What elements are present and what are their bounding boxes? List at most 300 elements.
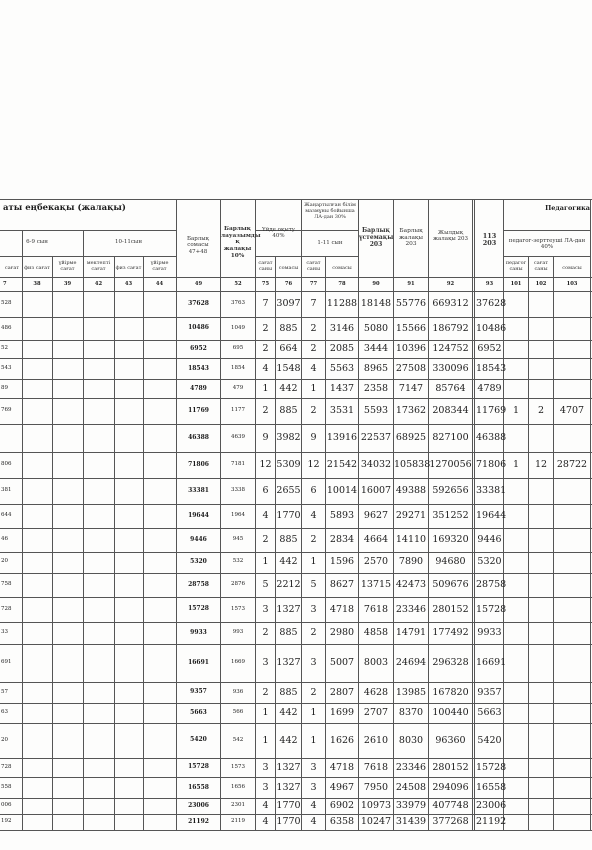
pedagog-sum-cell: 28722 [556, 459, 588, 471]
partial-cell: 758 [1, 581, 12, 588]
barlyk-zhalaky-cell: 7147 [398, 382, 424, 394]
grid-line [503, 230, 590, 231]
partial-cell: 52 [1, 345, 8, 352]
row-divider [0, 478, 592, 479]
annual-cell: 509676 [432, 579, 469, 591]
updated-sum-cell: 2834 [329, 534, 355, 546]
col-113-cell: 5320 [477, 556, 502, 568]
updated-hours-cell: 1 [310, 734, 317, 746]
column-number: 76 [284, 281, 293, 287]
barlyk-somasy-cell: 28758 [188, 580, 209, 588]
home-hours-cell: 3 [262, 781, 269, 793]
updated-sum-cell: 6902 [329, 800, 355, 812]
updated-sum-cell: 13916 [326, 432, 358, 444]
row-divider [0, 723, 592, 724]
col-113-cell: 10486 [476, 322, 507, 334]
grid-line [83, 230, 84, 830]
grid-line [255, 256, 358, 257]
row-divider [0, 798, 592, 799]
barlyk-zhalaky-cell: 29271 [395, 510, 427, 522]
home-hours-cell: 1 [262, 707, 269, 719]
updated-hours-cell: 3 [310, 657, 317, 669]
pedagog-hours-cell: 12 [534, 459, 548, 471]
row-divider [0, 622, 592, 623]
home-sum-cell: 885 [279, 686, 298, 698]
updated-sum-cell: 4967 [329, 781, 355, 793]
lauazym-cell: 542 [232, 736, 244, 743]
col-header-sagat: сағат [4, 265, 20, 271]
ustemaky-cell: 7618 [363, 603, 389, 615]
updated-hours-cell: 7 [310, 298, 317, 310]
barlyk-zhalaky-cell: 14791 [395, 627, 427, 639]
barlyk-zhalaky-cell: 13985 [395, 686, 427, 698]
lauazym-cell: 1669 [231, 659, 245, 666]
col-header-pedagog-sany: педагог саны [505, 260, 527, 272]
table-title-right: Педагогика [545, 204, 590, 212]
updated-hours-cell: 3 [310, 603, 317, 615]
annual-cell: 100440 [432, 707, 469, 719]
partial-cell: 728 [1, 763, 12, 770]
barlyk-somasy-cell: 5420 [190, 736, 207, 744]
col-113-cell: 37628 [476, 298, 507, 310]
ustemaky-cell: 34032 [360, 459, 392, 471]
home-hours-cell: 9 [262, 432, 269, 444]
partial-cell: 57 [1, 688, 8, 695]
barlyk-somasy-cell: 23006 [188, 802, 209, 809]
col-header-zhanartylgan: Жаңартылған білім мазмұны бойынша ЛА-дан 30% [304, 202, 356, 220]
annual-cell: 177492 [432, 627, 469, 639]
col-header-somasy-2: сомасы [332, 265, 352, 271]
updated-hours-cell: 2 [310, 322, 317, 334]
ustemaky-cell: 4858 [363, 627, 389, 639]
lauazym-cell: 2301 [231, 802, 245, 809]
barlyk-somasy-cell: 6952 [190, 344, 207, 352]
grid-line [0, 291, 592, 292]
barlyk-somasy-cell: 71806 [188, 460, 209, 468]
updated-hours-cell: 4 [310, 816, 317, 828]
annual-cell: 827100 [432, 432, 469, 444]
lauazym-cell: 7181 [231, 461, 245, 468]
col-header-barlyk-lauazym: Барлық лауазымды қ жалақы 10% [221, 226, 261, 259]
ustemaky-cell: 5080 [363, 322, 389, 334]
home-hours-cell: 4 [262, 510, 269, 522]
ustemaky-cell: 13715 [360, 579, 392, 591]
lauazym-cell: 3763 [231, 300, 245, 307]
updated-sum-cell: 3146 [329, 322, 355, 334]
ustemaky-cell: 3444 [363, 343, 389, 355]
updated-sum-cell: 4718 [329, 761, 355, 773]
ustemaky-cell: 9627 [363, 510, 389, 522]
updated-hours-cell: 12 [307, 459, 320, 471]
barlyk-zhalaky-cell: 23346 [395, 603, 427, 615]
grid-line [143, 256, 144, 830]
grid-line [0, 277, 592, 278]
partial-cell: 20 [1, 736, 8, 743]
barlyk-somasy-cell: 11769 [188, 406, 209, 414]
updated-sum-cell: 5563 [329, 362, 355, 374]
ustemaky-cell: 10247 [360, 816, 392, 828]
home-hours-cell: 2 [262, 322, 269, 334]
home-hours-cell: 6 [262, 484, 269, 496]
home-hours-cell: 4 [262, 816, 269, 828]
updated-hours-cell: 5 [310, 579, 317, 591]
barlyk-zhalaky-cell: 24508 [395, 781, 427, 793]
col-113-cell: 23006 [476, 800, 507, 812]
home-hours-cell: 2 [262, 343, 269, 355]
column-number: 78 [338, 281, 346, 287]
lauazym-cell: 695 [232, 345, 244, 352]
ustemaky-cell: 2358 [363, 382, 389, 394]
col-header-somasy-3: сомасы [562, 265, 582, 271]
ustemaky-cell: 22537 [360, 432, 392, 444]
col-113-cell: 16558 [476, 781, 507, 793]
updated-sum-cell: 3531 [329, 405, 355, 417]
home-sum-cell: 1327 [276, 781, 301, 793]
partial-cell: 806 [1, 461, 12, 468]
lauazym-cell: 479 [232, 384, 244, 391]
annual-cell: 296328 [432, 657, 469, 669]
updated-hours-cell: 2 [310, 534, 317, 546]
ustemaky-cell: 7618 [363, 761, 389, 773]
barlyk-somasy-cell: 21192 [188, 817, 209, 825]
column-number: 92 [446, 281, 455, 287]
updated-sum-cell: 11288 [326, 298, 358, 310]
updated-sum-cell: 2807 [329, 686, 355, 698]
col-113-cell: 16691 [476, 657, 507, 669]
barlyk-zhalaky-cell: 10396 [395, 343, 427, 355]
lauazym-cell: 1854 [231, 364, 245, 371]
row-divider [0, 682, 592, 683]
lauazym-cell: 1656 [231, 783, 245, 790]
group-header-6-9: 6-9 сын [26, 239, 48, 245]
col-113-cell: 9446 [477, 534, 502, 546]
pedagog-count-cell: 1 [512, 405, 520, 417]
updated-hours-cell: 2 [310, 627, 317, 639]
updated-sum-cell: 10014 [326, 484, 358, 496]
home-sum-cell: 885 [279, 322, 298, 334]
column-number: 101 [510, 281, 522, 287]
annual-cell: 294096 [432, 781, 469, 793]
col-header-sagat-sany-3: сағат саны [533, 260, 549, 272]
updated-hours-cell: 4 [310, 510, 317, 522]
col-header-fiz-sagat: физ сағат [24, 265, 50, 271]
col-header-pedagog-zertteushi: педагог-зерттеуші ЛА-дан 40% [508, 238, 586, 251]
updated-sum-cell: 2085 [329, 343, 355, 355]
ustemaky-cell: 16007 [360, 484, 392, 496]
column-number: 102 [535, 281, 547, 287]
row-divider [0, 452, 592, 453]
barlyk-zhalaky-cell: 24694 [395, 657, 427, 669]
updated-hours-cell: 4 [310, 800, 317, 812]
annual-cell: 280152 [432, 761, 469, 773]
partial-cell: 46 [1, 536, 8, 543]
home-sum-cell: 885 [279, 534, 298, 546]
lauazym-cell: 3338 [231, 486, 245, 493]
col-header-sagat-sany: сағат саны [258, 260, 273, 272]
barlyk-zhalaky-cell: 49388 [395, 484, 427, 496]
updated-sum-cell: 4718 [329, 603, 355, 615]
row-divider [0, 814, 592, 815]
home-hours-cell: 4 [262, 800, 269, 812]
partial-cell: 528 [1, 300, 12, 307]
barlyk-somasy-cell: 15728 [188, 763, 209, 771]
barlyk-somasy-cell: 15728 [188, 605, 209, 613]
home-sum-cell: 885 [279, 627, 298, 639]
home-sum-cell: 1770 [276, 816, 301, 828]
updated-hours-cell: 4 [310, 362, 317, 374]
updated-hours-cell: 1 [310, 556, 317, 568]
updated-sum-cell: 1626 [329, 734, 355, 746]
home-sum-cell: 1327 [276, 603, 301, 615]
updated-sum-cell: 5007 [329, 657, 355, 669]
col-113-cell: 15728 [476, 761, 507, 773]
col-header-somasy: сомасы [278, 265, 299, 271]
barlyk-somasy-cell: 10486 [188, 324, 209, 332]
ustemaky-cell: 10973 [360, 800, 392, 812]
col-header-113: 113 203 [482, 232, 497, 248]
partial-cell: 543 [1, 364, 12, 371]
home-hours-cell: 3 [262, 761, 269, 773]
ustemaky-cell: 18148 [360, 298, 392, 310]
col-113-cell: 18543 [476, 362, 507, 374]
row-divider [0, 398, 592, 399]
annual-cell: 280152 [432, 603, 469, 615]
barlyk-zhalaky-cell: 15566 [395, 322, 427, 334]
home-sum-cell: 1770 [276, 510, 301, 522]
barlyk-somasy-cell: 5320 [190, 558, 207, 566]
barlyk-zhalaky-cell: 27508 [395, 362, 427, 374]
col-113-cell: 19644 [476, 510, 507, 522]
pedagog-sum-cell: 4707 [559, 405, 585, 417]
barlyk-zhalaky-cell: 68925 [395, 432, 427, 444]
lauazym-cell: 4639 [231, 434, 245, 441]
col-header-sagat-sany-2: сағат саны [306, 260, 321, 272]
column-number: 49 [194, 281, 203, 287]
updated-hours-cell: 1 [310, 382, 317, 394]
table-title: аты еңбекақы (жалақы) [3, 203, 126, 213]
barlyk-somasy-cell: 9933 [190, 628, 207, 636]
grid-line [553, 256, 554, 830]
updated-sum-cell: 1699 [329, 707, 355, 719]
row-divider [0, 573, 592, 574]
updated-hours-cell: 6 [310, 484, 317, 496]
home-hours-cell: 5 [262, 579, 269, 591]
row-divider [0, 358, 592, 359]
home-hours-cell: 2 [262, 405, 269, 417]
barlyk-zhalaky-cell: 8030 [398, 734, 424, 746]
partial-cell: 558 [1, 783, 12, 790]
annual-cell: 330096 [432, 362, 469, 374]
grid-line [114, 256, 115, 830]
home-sum-cell: 3982 [276, 432, 301, 444]
col-header-uyirme: үйірме сағат [58, 260, 77, 272]
partial-cell: 20 [1, 558, 8, 565]
col-113-cell: 9357 [477, 686, 502, 698]
column-number: 93 [485, 281, 494, 287]
col-header-uide-okytu: Үйде оқыту 40% [262, 227, 295, 240]
lauazym-cell: 936 [232, 688, 244, 695]
col-113-cell: 11769 [476, 405, 507, 417]
home-sum-cell: 5309 [276, 459, 301, 471]
grid-line [0, 256, 176, 257]
pedagog-count-cell: 1 [512, 459, 520, 471]
column-number: 7 [3, 281, 7, 287]
lauazym-cell: 2119 [231, 818, 245, 825]
home-hours-cell: 1 [262, 734, 269, 746]
col-header-fiz-sagat-2: физ сағат [115, 265, 142, 271]
annual-cell: 85764 [435, 382, 466, 394]
barlyk-somasy-cell: 33381 [188, 486, 209, 494]
column-number: 38 [33, 281, 41, 287]
row-divider [0, 379, 592, 380]
annual-cell: 186792 [432, 322, 469, 334]
updated-hours-cell: 1 [310, 707, 317, 719]
barlyk-somasy-cell: 9357 [190, 688, 207, 696]
row-divider [0, 340, 592, 341]
annual-cell: 96360 [435, 734, 466, 746]
row-divider [0, 644, 592, 645]
home-sum-cell: 2655 [276, 484, 301, 496]
annual-cell: 167820 [432, 686, 469, 698]
barlyk-zhalaky-cell: 8370 [398, 707, 424, 719]
lauazym-cell: 1573 [231, 763, 245, 770]
updated-hours-cell: 9 [310, 432, 317, 444]
col-header-barlyk-somasy: Барлық сомасы 47+48 [186, 236, 210, 255]
barlyk-somasy-cell: 46388 [188, 433, 209, 441]
grid-line [0, 199, 592, 200]
updated-hours-cell: 2 [310, 343, 317, 355]
grid-line [52, 256, 53, 830]
col-113-cell: 5420 [477, 734, 502, 746]
col-113-cell: 33381 [476, 484, 507, 496]
col-113-cell: 9933 [477, 627, 502, 639]
col-113-cell: 6952 [477, 343, 502, 355]
col-113-cell: 5663 [477, 707, 502, 719]
ustemaky-cell: 8003 [363, 657, 389, 669]
row-divider [0, 504, 592, 505]
ustemaky-cell: 5593 [363, 405, 389, 417]
partial-cell: 769 [1, 407, 12, 414]
partial-cell: 644 [1, 512, 12, 519]
annual-cell: 669312 [432, 298, 469, 310]
barlyk-zhalaky-cell: 17362 [395, 405, 427, 417]
updated-sum-cell: 2980 [329, 627, 355, 639]
home-sum-cell: 442 [279, 707, 298, 719]
home-sum-cell: 885 [279, 405, 298, 417]
col-113-cell: 46388 [476, 432, 507, 444]
row-divider [0, 424, 592, 425]
barlyk-somasy-cell: 16558 [188, 783, 209, 791]
updated-sum-cell: 5893 [329, 510, 355, 522]
annual-cell: 208344 [432, 405, 469, 417]
home-sum-cell: 442 [279, 556, 298, 568]
ustemaky-cell: 7950 [363, 781, 389, 793]
grid-line [528, 256, 529, 830]
row-divider [0, 552, 592, 553]
annual-cell: 377268 [432, 816, 469, 828]
lauazym-cell: 2876 [231, 581, 245, 588]
col-header-barlyk-zhalaky: Барлық жалақы 203 [398, 228, 424, 248]
partial-cell: 192 [1, 818, 12, 825]
partial-cell: 006 [1, 802, 12, 809]
annual-cell: 169320 [432, 534, 469, 546]
updated-sum-cell: 8627 [329, 579, 355, 591]
barlyk-zhalaky-cell: 105838 [394, 459, 431, 471]
pedagog-hours-cell: 2 [537, 405, 545, 417]
column-number: 77 [309, 281, 318, 287]
home-hours-cell: 1 [262, 556, 269, 568]
updated-hours-cell: 2 [310, 405, 317, 417]
col-header-mektepti: мектепті сағат [86, 260, 111, 272]
barlyk-zhalaky-cell: 31439 [395, 816, 427, 828]
column-number: 91 [407, 281, 415, 287]
annual-cell: 1270056 [429, 459, 472, 471]
barlyk-somasy-cell: 16691 [188, 658, 209, 666]
updated-sum-cell: 21542 [326, 459, 358, 471]
home-hours-cell: 3 [262, 657, 269, 669]
partial-cell: 89 [1, 384, 8, 391]
row-divider [0, 830, 592, 831]
grid-line [503, 256, 590, 257]
column-number: 90 [372, 281, 380, 287]
partial-cell: 33 [1, 629, 8, 636]
home-hours-cell: 3 [262, 603, 269, 615]
updated-hours-cell: 2 [310, 686, 317, 698]
annual-cell: 407748 [432, 800, 469, 812]
col-113-cell: 21192 [476, 816, 507, 828]
column-number: 52 [234, 281, 242, 287]
partial-cell: 691 [1, 659, 12, 666]
group-header-10-11: 10-11сын [115, 239, 142, 245]
col-header-barlyk-ustemaky: Барлық үстемақы 203 [359, 227, 394, 248]
home-sum-cell: 1327 [276, 657, 301, 669]
col-header-zhyldyk: Жылдық жалақы 203 [432, 230, 469, 243]
column-number: 103 [566, 281, 578, 287]
ustemaky-cell: 4664 [363, 534, 389, 546]
barlyk-somasy-cell: 19644 [188, 511, 209, 519]
home-sum-cell: 3097 [276, 298, 301, 310]
row-divider [0, 528, 592, 529]
row-divider [0, 703, 592, 704]
ustemaky-cell: 8965 [363, 362, 389, 374]
lauazym-cell: 945 [232, 536, 244, 543]
barlyk-zhalaky-cell: 42473 [395, 579, 427, 591]
home-hours-cell: 2 [262, 534, 269, 546]
column-number: 39 [63, 281, 72, 287]
home-sum-cell: 442 [279, 382, 298, 394]
partial-cell: 381 [1, 486, 12, 493]
updated-hours-cell: 3 [310, 761, 317, 773]
col-113-cell: 28758 [476, 579, 507, 591]
ustemaky-cell: 2610 [363, 734, 389, 746]
barlyk-zhalaky-cell: 33979 [395, 800, 427, 812]
lauazym-cell: 1964 [231, 512, 245, 519]
home-hours-cell: 1 [262, 382, 269, 394]
home-hours-cell: 2 [262, 686, 269, 698]
grid-line [22, 230, 23, 830]
partial-cell: 486 [1, 324, 12, 331]
column-number: 42 [94, 281, 103, 287]
barlyk-somasy-cell: 5663 [190, 709, 207, 717]
col-113-cell: 15728 [476, 603, 507, 615]
barlyk-zhalaky-cell: 55776 [395, 298, 427, 310]
home-hours-cell: 7 [262, 298, 269, 310]
home-sum-cell: 442 [279, 734, 298, 746]
column-number: 44 [155, 281, 164, 287]
row-divider [0, 777, 592, 778]
annual-cell: 592656 [432, 484, 469, 496]
column-number: 75 [261, 281, 270, 287]
